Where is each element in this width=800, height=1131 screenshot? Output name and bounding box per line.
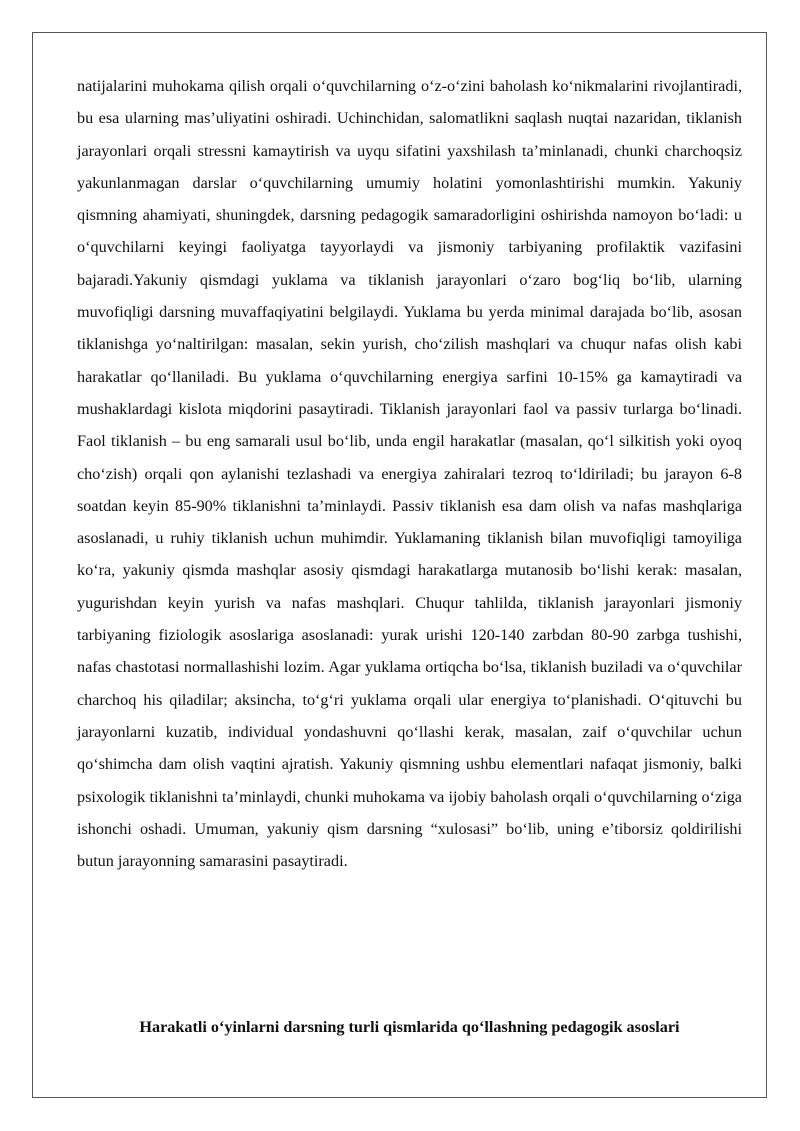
body-paragraph: natijalarini muhokama qilish orqali o‘quvchilarning o‘z-o‘zini baholash ko‘nikmalarini rivojlantiradi, bu esa ularning mas’uliyatini oshiradi. Uchinchidan, salomatlikni saqlash nuqtai nazaridan, tiklanish jarayonlari orqali stressni kamaytirish va uyqu sifatini yaxshilash ta’minlanadi, chunki charchoqsiz yakunlanmagan darslar o‘quvchilarning umumiy holatini yomonlashtirishi mumkin. Yakuniy qismning ahamiyati, shuningdek, darsning pedagogik samaradorligini oshirishda namoyon bo‘ladi: u o‘quvchilarni keyingi faoliyatga tayyorlaydi va jismoniy tarbiyaning profilaktik vazifasini bajaradi.Yakuniy qismdagi yuklama va tiklanish jarayonlari o‘zaro bog‘liq bo‘lib, ularning muvofiqligi darsning muvaffaqiyatini belgilaydi. Yuklama bu yerda minimal darajada bo‘lib, asosan tiklanishga yo‘naltirilgan: masalan, sekin yurish, cho‘zilish mashqlari va chuqur nafas olish kabi harakatlar qo‘llaniladi. Bu yuklama o‘quvchilarning energiya sarfini 10-15% ga kamaytiradi va mushaklardagi kislota miqdorini pasaytiradi. Tiklanish jarayonlari faol va passiv turlarga bo‘linadi. Faol tiklanish – bu eng samarali usul bo‘lib, unda engil harakatlar (masalan, qo‘l silkitish yoki oyoq cho‘zish) orqali qon aylanishi tezlashadi va energiya zahiralari tezroq to‘ldiriladi; bu jarayon 6-8 soatdan keyin 85-90% tiklanishni ta’minlaydi. Passiv tiklanish esa dam olish va nafas mashqlariga asoslanadi, u ruhiy tiklanish uchun muhimdir. Yuklamaning tiklanish bilan muvofiqligi tamoyiliga ko‘ra, yakuniy qismda mashqlar asosiy qismdagi harakatlarga mutanosib bo‘lishi kerak: masalan, yugurishdan keyin yurish va nafas mashqlari. Chuqur tahlilda, tiklanish jarayonlari jismoniy tarbiyaning fiziologik asoslariga asoslanadi: yurak urishi 120-140 zarbdan 80-90 zarbga tushishi, nafas chastotasi normallashishi lozim. Agar yuklama ortiqcha bo‘lsa, tiklanish buziladi va o‘quvchilar charchoq his qiladilar; aksincha, to‘g‘ri yuklama orqali ular energiya to‘planishadi. O‘qituvchi bu jarayonlarni kuzatib, individual yondashuvni qo‘llashi kerak, masalan, zaif o‘quvchilar uchun qo‘shimcha dam olish vaqtini ajratish. Yakuniy qismning ushbu elementlari nafaqat jismoniy, balki psixologik tiklanishni ta’minlaydi, chunki muhokama va ijobiy baholash orqali o‘quvchilarning o‘ziga ishonchi oshadi. Umuman, yakuniy qism darsning “xulosasi” bo‘lib, uning e’tiborsiz qoldirilishi butun jarayonning samarasini pasaytiradi.: [77, 77, 742, 871]
section-heading: Harakatli o‘yinlarni darsning turli qismlarida qo‘llashning pedagogik asoslari: [139, 1018, 680, 1036]
